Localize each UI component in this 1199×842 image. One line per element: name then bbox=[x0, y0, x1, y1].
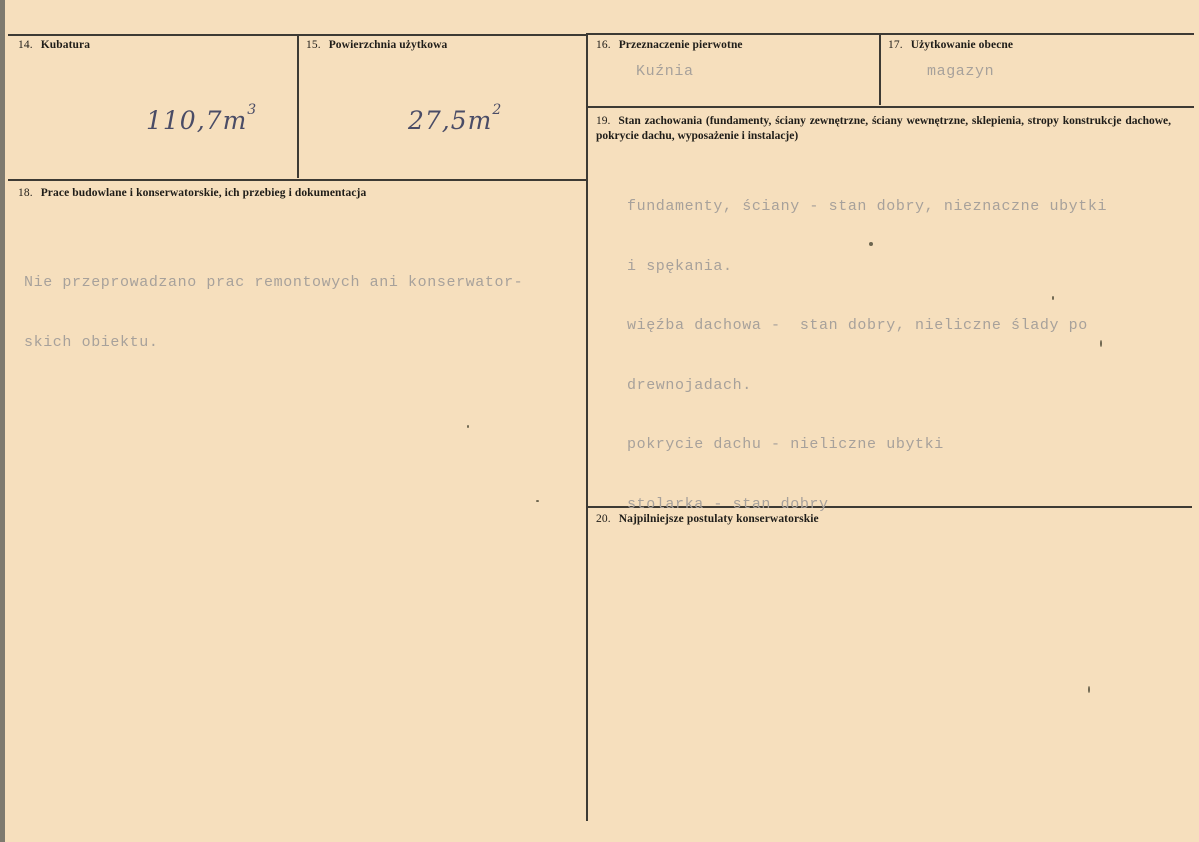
field-18-line-1: Nie przeprowadzano prac remontowych ani konserwator- bbox=[24, 274, 524, 291]
field-19-number: 19. bbox=[596, 115, 611, 127]
field-20-number: 20. bbox=[596, 513, 611, 525]
field-15-label-text: Powierzchnia użytkowa bbox=[328, 39, 448, 51]
field-15-number: 15. bbox=[306, 39, 321, 51]
field-19-label bbox=[596, 114, 1171, 144]
kubatura-value: 110,7m bbox=[146, 106, 248, 135]
field-19-line-1: fundamenty, ściany - stan dobry, nieznaczne ubytki bbox=[627, 198, 1108, 215]
field-19-line-4: drewnojadach. bbox=[627, 376, 752, 394]
paper-speck bbox=[467, 425, 469, 428]
divider-14-15 bbox=[297, 34, 299, 178]
paper-speck bbox=[1100, 340, 1102, 347]
divider-16-17 bbox=[879, 33, 881, 105]
field-19-line-5: pokrycie dachu - nieliczne ubytki bbox=[627, 436, 944, 454]
top-rule-right bbox=[586, 33, 1194, 35]
field-18-number: 18. bbox=[18, 187, 33, 199]
field-14-label bbox=[18, 38, 90, 52]
field-19-line-3: więźba dachowa - stan dobry, nieliczne ślady po bbox=[627, 317, 1088, 335]
field-15-label bbox=[306, 38, 447, 52]
divider-center bbox=[586, 33, 588, 821]
field-14-label-text: Kubatura bbox=[40, 39, 91, 51]
paper-speck bbox=[1052, 296, 1054, 300]
field-19-label-text: Stan zachowania (fundamenty, ściany zewnętrzne, ściany wewnętrzne, sklepienia, stropy konstrukcje dachowe, pokrycie dachu, wyposażenie i instalacje) bbox=[596, 115, 1171, 142]
field-17-label-text: Użytkowanie obecne bbox=[910, 39, 1014, 51]
field-19-line-2: i spękania. bbox=[627, 257, 733, 275]
paper-speck bbox=[1088, 686, 1090, 693]
field-17-label bbox=[888, 38, 1013, 52]
kubatura-unit-exponent: 3 bbox=[247, 101, 258, 118]
powierzchnia-unit-exponent: 2 bbox=[492, 101, 503, 118]
field-17-number: 17. bbox=[888, 39, 903, 51]
field-16-label-text: Przeznaczenie pierwotne bbox=[618, 39, 743, 51]
field-18-label-text: Prace budowlane i konserwatorskie, ich przebieg i dokumentacja bbox=[40, 187, 367, 199]
field-16-value: Kuźnia bbox=[636, 63, 694, 80]
field-17-value: magazyn bbox=[927, 63, 995, 80]
card-left-edge bbox=[0, 0, 5, 842]
field-18-label bbox=[18, 186, 366, 200]
field-15-value bbox=[408, 101, 503, 135]
field-19-line-6: stolarka - stan dobry bbox=[627, 495, 829, 513]
field-20-label bbox=[596, 512, 819, 526]
field-20-label-text: Najpilniejsze postulaty konserwatorskie bbox=[618, 513, 819, 525]
paper-speck bbox=[869, 242, 873, 246]
field-16-number: 16. bbox=[596, 39, 611, 51]
field-18-text bbox=[24, 236, 523, 389]
field-16-label bbox=[596, 38, 743, 52]
rule-below-16-17 bbox=[586, 106, 1194, 108]
paper-speck bbox=[536, 500, 539, 502]
field-14-number: 14. bbox=[18, 39, 33, 51]
rule-below-14-15 bbox=[8, 179, 586, 181]
powierzchnia-value: 27,5m bbox=[408, 106, 493, 135]
field-14-value bbox=[146, 101, 258, 135]
field-19-text bbox=[627, 160, 1107, 552]
field-18-line-2: skich obiektu. bbox=[24, 333, 159, 351]
